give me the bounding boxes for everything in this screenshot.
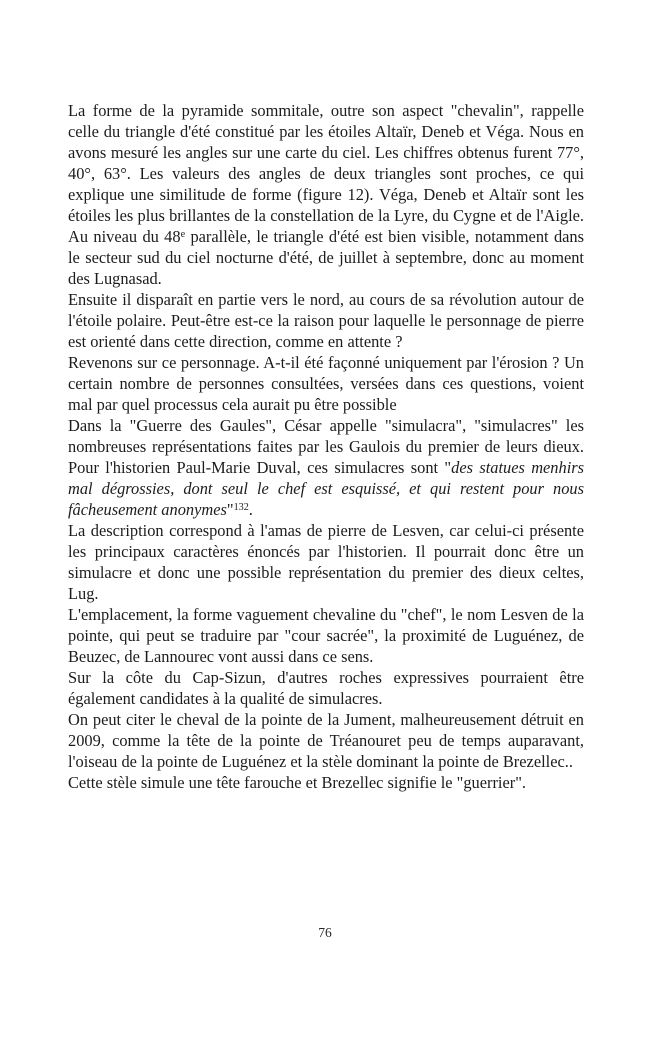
text-segment: On peut citer le cheval de la pointe de la Jument, malheureusement détruit en 2009, comme la tête de la pointe de Tréanouret peu de temps auparavant, l'oiseau de la pointe de Luguénez et la stèle dominant la pointe de Brezellec..: [68, 710, 584, 771]
paragraph: [68, 772, 584, 793]
paragraph: [68, 415, 584, 520]
text-segment: ": [226, 500, 234, 519]
superscript: e: [180, 229, 186, 241]
body-text: [68, 100, 584, 793]
text-segment: Sur la côte du Cap-Sizun, d'autres roches expressives pourraient être également candidates à la qualité de simulacres.: [68, 668, 584, 708]
text-segment: Dans la "Guerre des Gaules", César appelle "simulacra", "simulacres" les nombreuses représentations faites par les Gaulois du premier de leurs dieux. Pour l'historien Paul-Marie Duval, ces simulacres sont ": [68, 416, 584, 477]
paragraph: [68, 520, 584, 604]
paragraph: [68, 604, 584, 667]
superscript: 132: [233, 502, 249, 514]
paragraph: [68, 289, 584, 352]
italic-quote: des statues menhirs mal dégrossies, dont seul le chef est esquissé, et qui restent pour nous fâcheusement anonymes: [68, 458, 585, 519]
text-segment: Ensuite il disparaît en partie vers le nord, au cours de sa révolution autour de l'étoile polaire. Peut-être est-ce la raison pour laquelle le personnage de pierre est orienté dans cette direction, comme en attente ?: [68, 290, 584, 351]
text-segment: parallèle, le triangle d'été est bien visible, notamment dans le secteur sud du ciel nocturne d'été, de juillet à septembre, donc au moment des Lugnasad.: [68, 227, 584, 288]
paragraph: [68, 100, 584, 289]
page-number: 76: [318, 925, 332, 940]
text-segment: Revenons sur ce personnage. A-t-il été façonné uniquement par l'érosion ? Un certain nombre de personnes consultées, versées dans ces questions, voient mal par quel processus cela aurait pu être possible: [68, 353, 584, 414]
text-segment: La forme de la pyramide sommitale, outre son aspect "chevalin", rappelle celle du triangle d'été constitué par les étoiles Altaïr, Deneb et Véga. Nous en avons mesuré les angles sur une carte du ciel. Les chiffres obtenus furent 77°, 40°, 63°. Les valeurs des angles de deux triangles sont proches, ce qui explique une similitude de forme (figure 12). Véga, Deneb et Altaïr sont les étoiles les plus brillantes de la constellation de la Lyre, du Cygne et de l'Aigle. Au niveau du 48: [68, 101, 584, 246]
text-segment: L'emplacement, la forme vaguement chevaline du "chef", le nom Lesven de la pointe, qui peut se traduire par "cour sacrée", la proximité de Luguénez, de Beuzec, de Lannourec vont aussi dans ce sens.: [68, 605, 584, 666]
text-segment: .: [248, 500, 253, 519]
paragraph: [68, 667, 584, 709]
text-segment: La description correspond à l'amas de pierre de Lesven, car celui-ci présente les principaux caractères énoncés par l'historien. Il pourrait donc être un simulacre et donc une possible représentation du premier des dieux celtes, Lug.: [68, 521, 584, 603]
paragraph: [68, 352, 584, 415]
paragraph: [68, 709, 584, 772]
text-segment: Cette stèle simule une tête farouche et Brezellec signifie le "guerrier".: [68, 773, 527, 792]
